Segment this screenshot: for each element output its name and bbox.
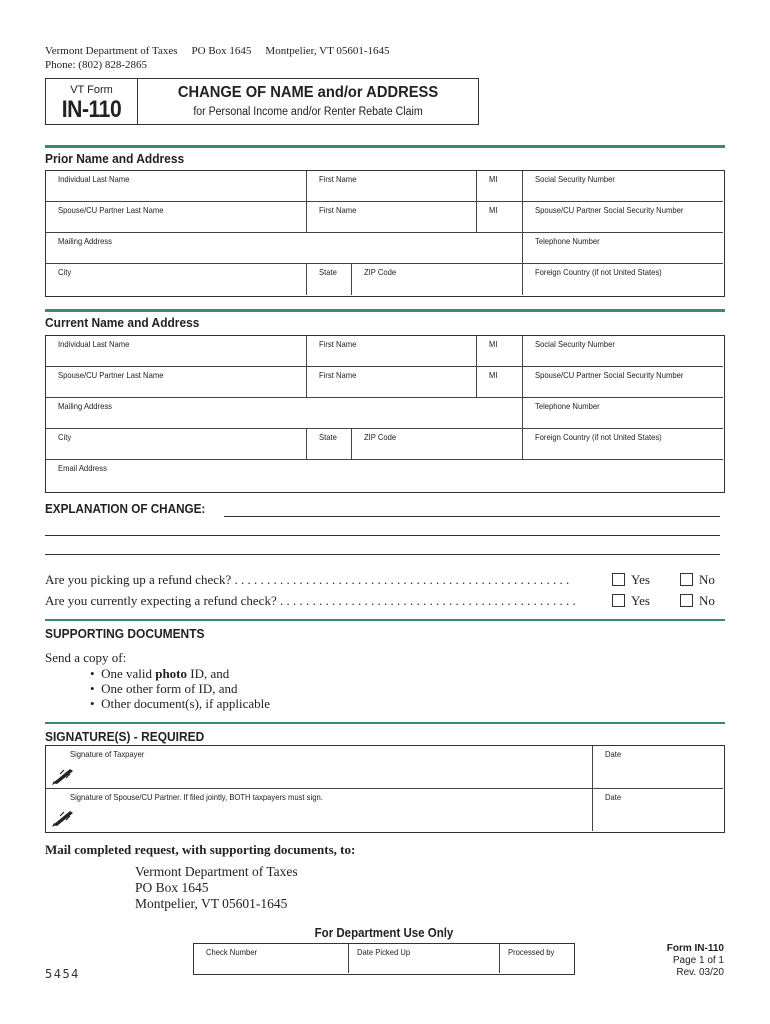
section-rule [45,309,725,312]
form-code: 5454 [45,967,80,981]
form-footer-info [667,943,724,979]
current-last-name-field[interactable]: Individual Last Name [46,336,307,367]
yes-label: Yes [631,572,650,587]
prior-state-field[interactable]: State [307,264,352,295]
current-country-field[interactable]: Foreign Country (if not United States) [523,429,723,460]
section-rule [45,722,725,724]
date-picked-up-field: Date Picked Up [349,944,500,973]
mail-address [135,864,298,912]
current-city-field[interactable]: City [46,429,307,460]
refund-expecting-question: Are you currently expecting a refund check? . . . . . . . . . . . . . . . . . . . . . . . . . . . . . . . . . . . . . . . . . . . . . . [45,593,576,608]
signature-title: SIGNATURE(S) - REQUIRED [45,729,205,744]
agency-phone: Phone: (802) 828-2865 [45,59,148,71]
explanation-label: EXPLANATION OF CHANGE: [45,501,206,516]
prior-telephone-field[interactable]: Telephone Number [523,233,723,264]
prior-fields-grid [45,170,725,297]
dept-use-title: For Department Use Only [314,926,454,940]
prior-mailing-field[interactable]: Mailing Address [46,233,523,264]
refund-pickup-question: Are you picking up a refund check? . . . . . . . . . . . . . . . . . . . . . . . . . . . . . . . . . . . . . . . . . . . . . . . . . . . . [45,572,570,587]
prior-first-name-field[interactable]: First Name [307,171,477,202]
form-id-cell [46,79,138,124]
refund-pickup-yes-checkbox[interactable] [612,573,625,586]
current-spouse-first-field[interactable]: First Name [307,367,477,398]
prior-spouse-mi-field[interactable]: MI [477,202,523,233]
form-number: IN-110 [61,96,122,123]
explanation-line[interactable] [45,554,720,555]
form-title: CHANGE OF NAME and/or ADDRESS [177,84,439,101]
prior-spouse-ssn-field[interactable]: Spouse/CU Partner Social Security Number [523,202,723,233]
prior-country-field[interactable]: Foreign Country (if not United States) [535,267,662,277]
supporting-bullet-1: • One valid photo ID, and [90,666,230,681]
supporting-title: SUPPORTING DOCUMENTS [45,626,205,641]
agency-city: Montpelier, VT 05601-1645 [265,45,390,57]
current-section-title: Current Name and Address [45,315,200,330]
agency-pobox: PO Box 1645 [191,45,252,57]
no-label: No [699,593,715,608]
supporting-intro: Send a copy of: [45,650,127,665]
current-spouse-last-field[interactable]: Spouse/CU Partner Last Name [46,367,307,398]
agency-name: Vermont Department of Taxes [45,45,178,57]
refund-pickup-no-checkbox[interactable] [680,573,693,586]
no-label: No [699,572,715,587]
prior-ssn-field[interactable]: Social Security Number [523,171,723,202]
prior-section-title: Prior Name and Address [45,151,185,166]
current-zip-field[interactable]: ZIP Code [352,429,523,460]
current-email-field[interactable]: Email Address [58,463,107,473]
supporting-bullet-2: • One other form of ID, and [90,681,238,696]
processed-by-field: Processed by [508,947,555,957]
spouse-signature-field[interactable]: Signature of Spouse/CU Partner. If filed jointly, BOTH taxpayers must sign. [46,789,593,831]
vt-form-label: VT Form [70,84,113,96]
footer-page: Page 1 of 1 [672,955,724,966]
form-subtitle: for Personal Income and/or Renter Rebate Claim [193,106,423,118]
prior-mi-field[interactable]: MI [477,171,523,202]
refund-expecting-no-checkbox[interactable] [680,594,693,607]
form-title-box [45,78,479,125]
current-spouse-ssn-field[interactable]: Spouse/CU Partner Social Security Number [523,367,723,398]
current-mi-field[interactable]: MI [477,336,523,367]
signature-grid [45,745,725,833]
mail-line-3: Montpelier, VT 05601-1645 [135,896,288,911]
section-rule [45,145,725,148]
check-number-field: Check Number [194,944,349,973]
prior-city-field[interactable]: City [46,264,307,295]
refund-expecting-yes-checkbox[interactable] [612,594,625,607]
current-fields-grid [45,335,725,493]
pen-icon [50,764,76,786]
mail-line-2: PO Box 1645 [135,880,209,895]
prior-spouse-first-field[interactable]: First Name [307,202,477,233]
yes-label: Yes [631,593,650,608]
current-spouse-mi-field[interactable]: MI [477,367,523,398]
spouse-date-field[interactable]: Date [605,792,622,802]
footer-form: Form IN-110 [666,943,724,954]
prior-last-name-field[interactable]: Individual Last Name [46,171,307,202]
explanation-line[interactable] [224,516,720,517]
dept-use-grid [193,943,575,975]
mail-line-1: Vermont Department of Taxes [135,864,298,879]
current-telephone-field[interactable]: Telephone Number [523,398,723,429]
current-mailing-field[interactable]: Mailing Address [46,398,523,429]
taxpayer-date-field[interactable]: Date [593,746,723,789]
current-ssn-field[interactable]: Social Security Number [523,336,723,367]
supporting-bullet-3: • Other document(s), if applicable [90,696,270,711]
pen-icon [50,806,76,828]
current-state-field[interactable]: State [307,429,352,460]
explanation-line[interactable] [45,535,720,536]
prior-zip-field[interactable]: ZIP Code [352,264,523,295]
agency-header [45,44,404,72]
prior-spouse-last-field[interactable]: Spouse/CU Partner Last Name [46,202,307,233]
current-first-name-field[interactable]: First Name [307,336,477,367]
taxpayer-signature-field[interactable]: Signature of Taxpayer [46,746,593,789]
mail-heading: Mail completed request, with supporting documents, to: [45,842,356,857]
footer-rev: Rev. 03/20 [676,967,724,978]
section-rule [45,619,725,621]
